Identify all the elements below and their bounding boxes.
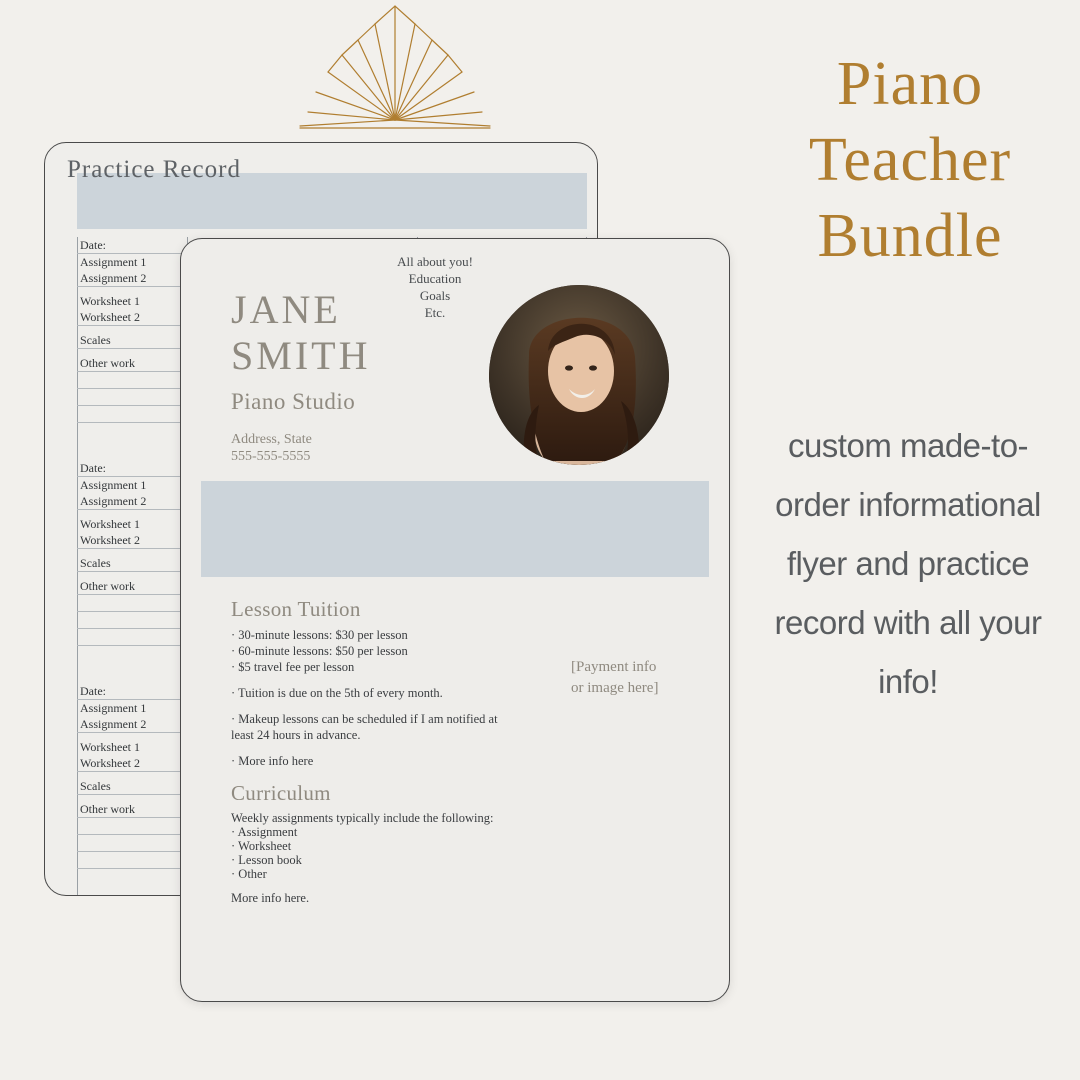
curriculum-item: · Lesson book: [231, 853, 302, 867]
about-line-1: All about you!: [397, 254, 473, 269]
about-line-2: Education: [408, 271, 462, 286]
field-worksheet-1: Worksheet 1: [80, 517, 141, 531]
lesson-tuition-title: Lesson Tuition: [231, 597, 361, 621]
about-band: [201, 481, 709, 577]
blank-line: [77, 852, 187, 869]
practice-record-block: [77, 237, 187, 423]
blank-line: [77, 835, 187, 852]
field-scales: Scales: [77, 778, 187, 795]
blank-line: [77, 406, 187, 423]
phone-text: 555-555-5555: [231, 449, 311, 464]
field-worksheet-2: Worksheet 2: [77, 309, 187, 326]
field-date: Date:: [77, 683, 187, 700]
field-scales: Scales: [77, 332, 187, 349]
blank-line: [77, 612, 187, 629]
blank-line: [77, 389, 187, 406]
lesson-tuition-list: [231, 627, 521, 769]
curriculum-list: [231, 825, 302, 881]
field-worksheet-1: Worksheet 1: [80, 294, 141, 308]
teacher-first-name: JANE: [231, 287, 341, 332]
tuition-item: · 60-minute lessons: $50 per lesson: [231, 644, 408, 658]
promo-title: [760, 46, 1060, 274]
curriculum-item: · Other: [231, 867, 267, 881]
practice-record-block: [77, 460, 187, 646]
field-assignment-1: Assignment 1: [80, 701, 147, 715]
sunburst-decoration: [280, 0, 510, 140]
practice-record-title: Practice Record: [67, 156, 241, 183]
field-assignment-2: Assignment 2: [77, 716, 187, 733]
curriculum-more-info: More info here.: [231, 891, 310, 905]
field-other-work: Other work: [77, 801, 187, 818]
blank-line: [77, 595, 187, 612]
field-other-work: Other work: [77, 578, 187, 595]
payment-info-placeholder: [571, 657, 658, 699]
blank-line: [77, 372, 187, 389]
tuition-item: · 30-minute lessons: $30 per lesson: [231, 628, 408, 642]
promo-subtitle: custom made-to-order informational flyer and practice record with all your info!: [774, 427, 1042, 700]
field-other-work: Other work: [77, 355, 187, 372]
about-line-3: Goals: [419, 288, 451, 303]
blank-line: [77, 818, 187, 835]
address-text: Address, State: [231, 432, 312, 447]
field-assignment-2: Assignment 2: [77, 270, 187, 287]
field-worksheet-2: Worksheet 2: [77, 755, 187, 772]
tuition-item: · $5 travel fee per lesson: [231, 660, 355, 674]
promo-title-line-2: Teacher: [808, 126, 1012, 194]
promo-title-line-3: Bundle: [817, 202, 1003, 270]
field-assignment-1: Assignment 1: [80, 478, 147, 492]
field-scales: Scales: [77, 555, 187, 572]
payment-placeholder-line-2: or image here]: [571, 680, 659, 696]
tuition-note: · Makeup lessons can be scheduled if I am notified at: [231, 712, 498, 726]
tuition-note: least 24 hours in advance.: [231, 728, 361, 742]
curriculum-intro: Weekly assignments typically include the following:: [231, 811, 494, 825]
curriculum-item: · Worksheet: [231, 839, 292, 853]
about-line-4: Etc.: [424, 305, 446, 320]
teacher-flyer-card: [180, 238, 730, 1002]
field-date: Date:: [77, 460, 187, 477]
teacher-last-name: SMITH: [231, 333, 371, 378]
blank-line: [77, 629, 187, 646]
studio-name: Piano Studio: [231, 389, 356, 414]
promo-title-line-1: Piano: [836, 50, 984, 118]
curriculum-item: · Assignment: [231, 825, 298, 839]
field-worksheet-2: Worksheet 2: [77, 532, 187, 549]
payment-placeholder-line-1: [Payment info: [571, 659, 657, 675]
curriculum-title: Curriculum: [231, 781, 331, 805]
field-date: Date:: [77, 237, 187, 254]
field-worksheet-1: Worksheet 1: [80, 740, 141, 754]
about-band-text: [181, 253, 689, 321]
practice-record-block: [77, 683, 187, 869]
field-assignment-2: Assignment 2: [77, 493, 187, 510]
tuition-note: · Tuition is due on the 5th of every month.: [231, 686, 443, 700]
contact-block: [231, 431, 312, 465]
tuition-note: · More info here: [231, 754, 314, 768]
field-assignment-1: Assignment 1: [80, 255, 147, 269]
